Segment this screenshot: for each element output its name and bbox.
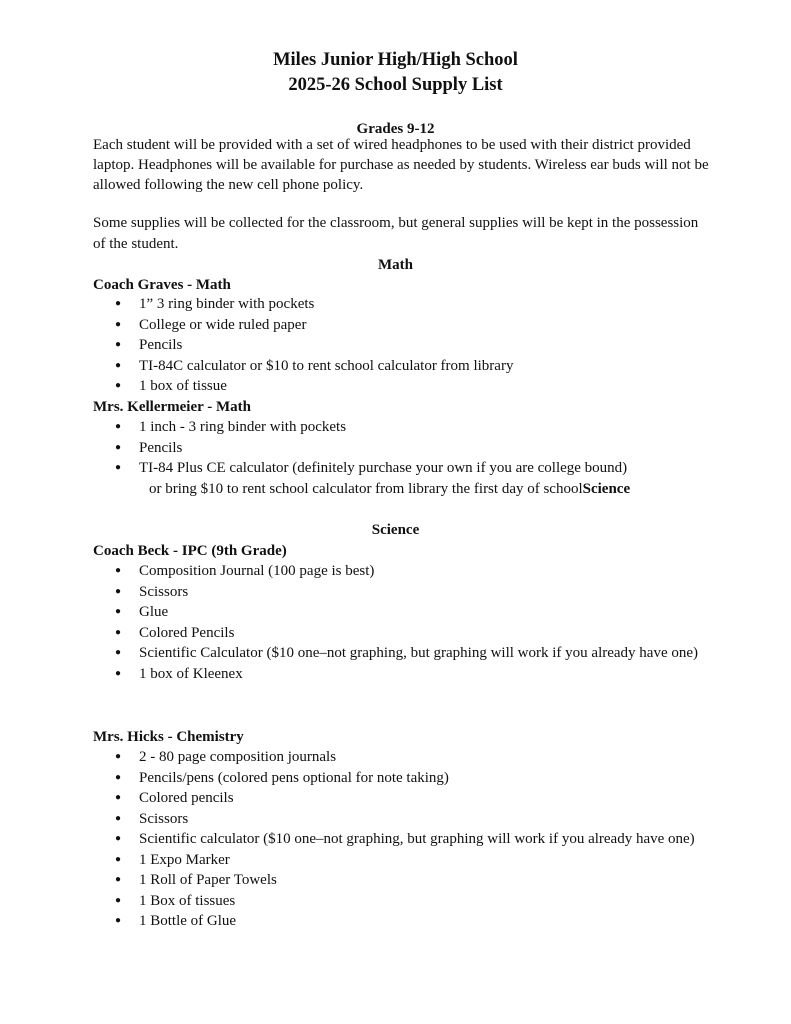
- bullet-icon: ●: [115, 626, 122, 638]
- hicks-supply-list: [93, 747, 703, 932]
- list-item: ● Composition Journal (100 page is best): [93, 561, 703, 582]
- list-item: ● Pencils/pens (colored pens optional for note taking): [93, 768, 703, 789]
- list-item: ● 1 Expo Marker: [93, 850, 703, 871]
- grades-heading: Grades 9-12: [356, 121, 435, 137]
- list-item: ● Scientific Calculator ($10 one–not graphing, but graphing will work if you already have one): [93, 643, 703, 664]
- list-item: ● Scientific calculator ($10 one–not graphing, but graphing will work if you already have one): [93, 829, 703, 850]
- list-item: ● TI-84 Plus CE calculator (definitely purchase your own if you are college bound) or bring $10 to rent school calculator from library the first day of schoolScience: [93, 458, 703, 499]
- list-item: ● 1 Roll of Paper Towels: [93, 870, 703, 891]
- inline-science-text: Science: [582, 480, 631, 497]
- bullet-icon: ●: [115, 833, 122, 844]
- bullet-icon: ●: [115, 606, 122, 617]
- teacher-heading-kellermeier: Mrs. Kellermeier - Math: [93, 399, 251, 415]
- bullet-icon: ●: [115, 667, 122, 679]
- bullet-icon: ●: [115, 647, 122, 658]
- teacher-heading-graves: Coach Graves - Math: [93, 277, 231, 293]
- teacher-heading-beck: Coach Beck - IPC (9th Grade): [93, 543, 287, 559]
- list-item: ● 1 inch - 3 ring binder with pockets: [93, 417, 703, 438]
- list-item: ● Pencils: [93, 335, 703, 356]
- science-heading: Science: [371, 522, 420, 538]
- bullet-icon: ●: [115, 359, 122, 371]
- bullet-icon: ●: [115, 339, 122, 350]
- bullet-icon: ●: [115, 380, 122, 391]
- list-item: ● Colored Pencils: [93, 623, 703, 644]
- list-item-continuation: or bring $10 to rent school calculator from library the first day of schoolScience: [149, 480, 631, 497]
- bullet-icon: ●: [115, 298, 122, 309]
- bullet-icon: ●: [115, 585, 122, 597]
- bullet-icon: ●: [115, 874, 122, 885]
- bullet-icon: ●: [115, 853, 122, 865]
- list-item: ● Pencils: [93, 438, 703, 459]
- bullet-icon: ●: [115, 318, 122, 330]
- graves-supply-list: [93, 294, 703, 397]
- school-name-title: Miles Junior High/High School: [273, 50, 518, 70]
- list-item: ● Glue: [93, 602, 703, 623]
- list-item: ● 1” 3 ring binder with pockets: [93, 294, 703, 315]
- supplies-paragraph: Some supplies will be collected for the classroom, but general supplies will be kept in the possession of the student.: [93, 215, 699, 252]
- bullet-icon: ●: [115, 792, 122, 803]
- teacher-heading-hicks: Mrs. Hicks - Chemistry: [93, 729, 244, 745]
- supply-list-title: 2025-26 School Supply List: [288, 75, 503, 95]
- list-item: ● 1 Bottle of Glue: [93, 911, 703, 932]
- list-item: ● 1 box of tissue: [93, 376, 703, 397]
- bullet-icon: ●: [115, 812, 122, 824]
- list-item: ● College or wide ruled paper: [93, 315, 703, 336]
- bullet-icon: ●: [115, 894, 122, 906]
- kellermeier-supply-list: [93, 417, 703, 499]
- list-item: ● TI-84C calculator or $10 to rent school calculator from library: [93, 356, 703, 377]
- bullet-icon: ●: [115, 751, 122, 762]
- bullet-icon: ●: [115, 771, 122, 783]
- math-heading: Math: [378, 257, 413, 273]
- list-item: ● Scissors: [93, 809, 703, 830]
- bullet-icon: ●: [115, 462, 122, 473]
- list-item: ● 1 box of Kleenex: [93, 664, 703, 685]
- list-item: ● 2 - 80 page composition journals: [93, 747, 703, 768]
- headphones-paragraph: Each student will be provided with a set of wired headphones to be used with their district provided laptop. Headphones will be available for purchase as needed by students. Wireless ear buds will not be allowed following the new cell phone policy.: [93, 137, 709, 193]
- list-item: ● Colored pencils: [93, 788, 703, 809]
- bullet-icon: ●: [115, 915, 122, 926]
- bullet-icon: ●: [115, 441, 122, 453]
- list-item: ● 1 Box of tissues: [93, 891, 703, 912]
- bullet-icon: ●: [115, 421, 122, 432]
- bullet-icon: ●: [115, 565, 122, 576]
- list-item: ● Scissors: [93, 582, 703, 603]
- beck-supply-list: [93, 561, 703, 684]
